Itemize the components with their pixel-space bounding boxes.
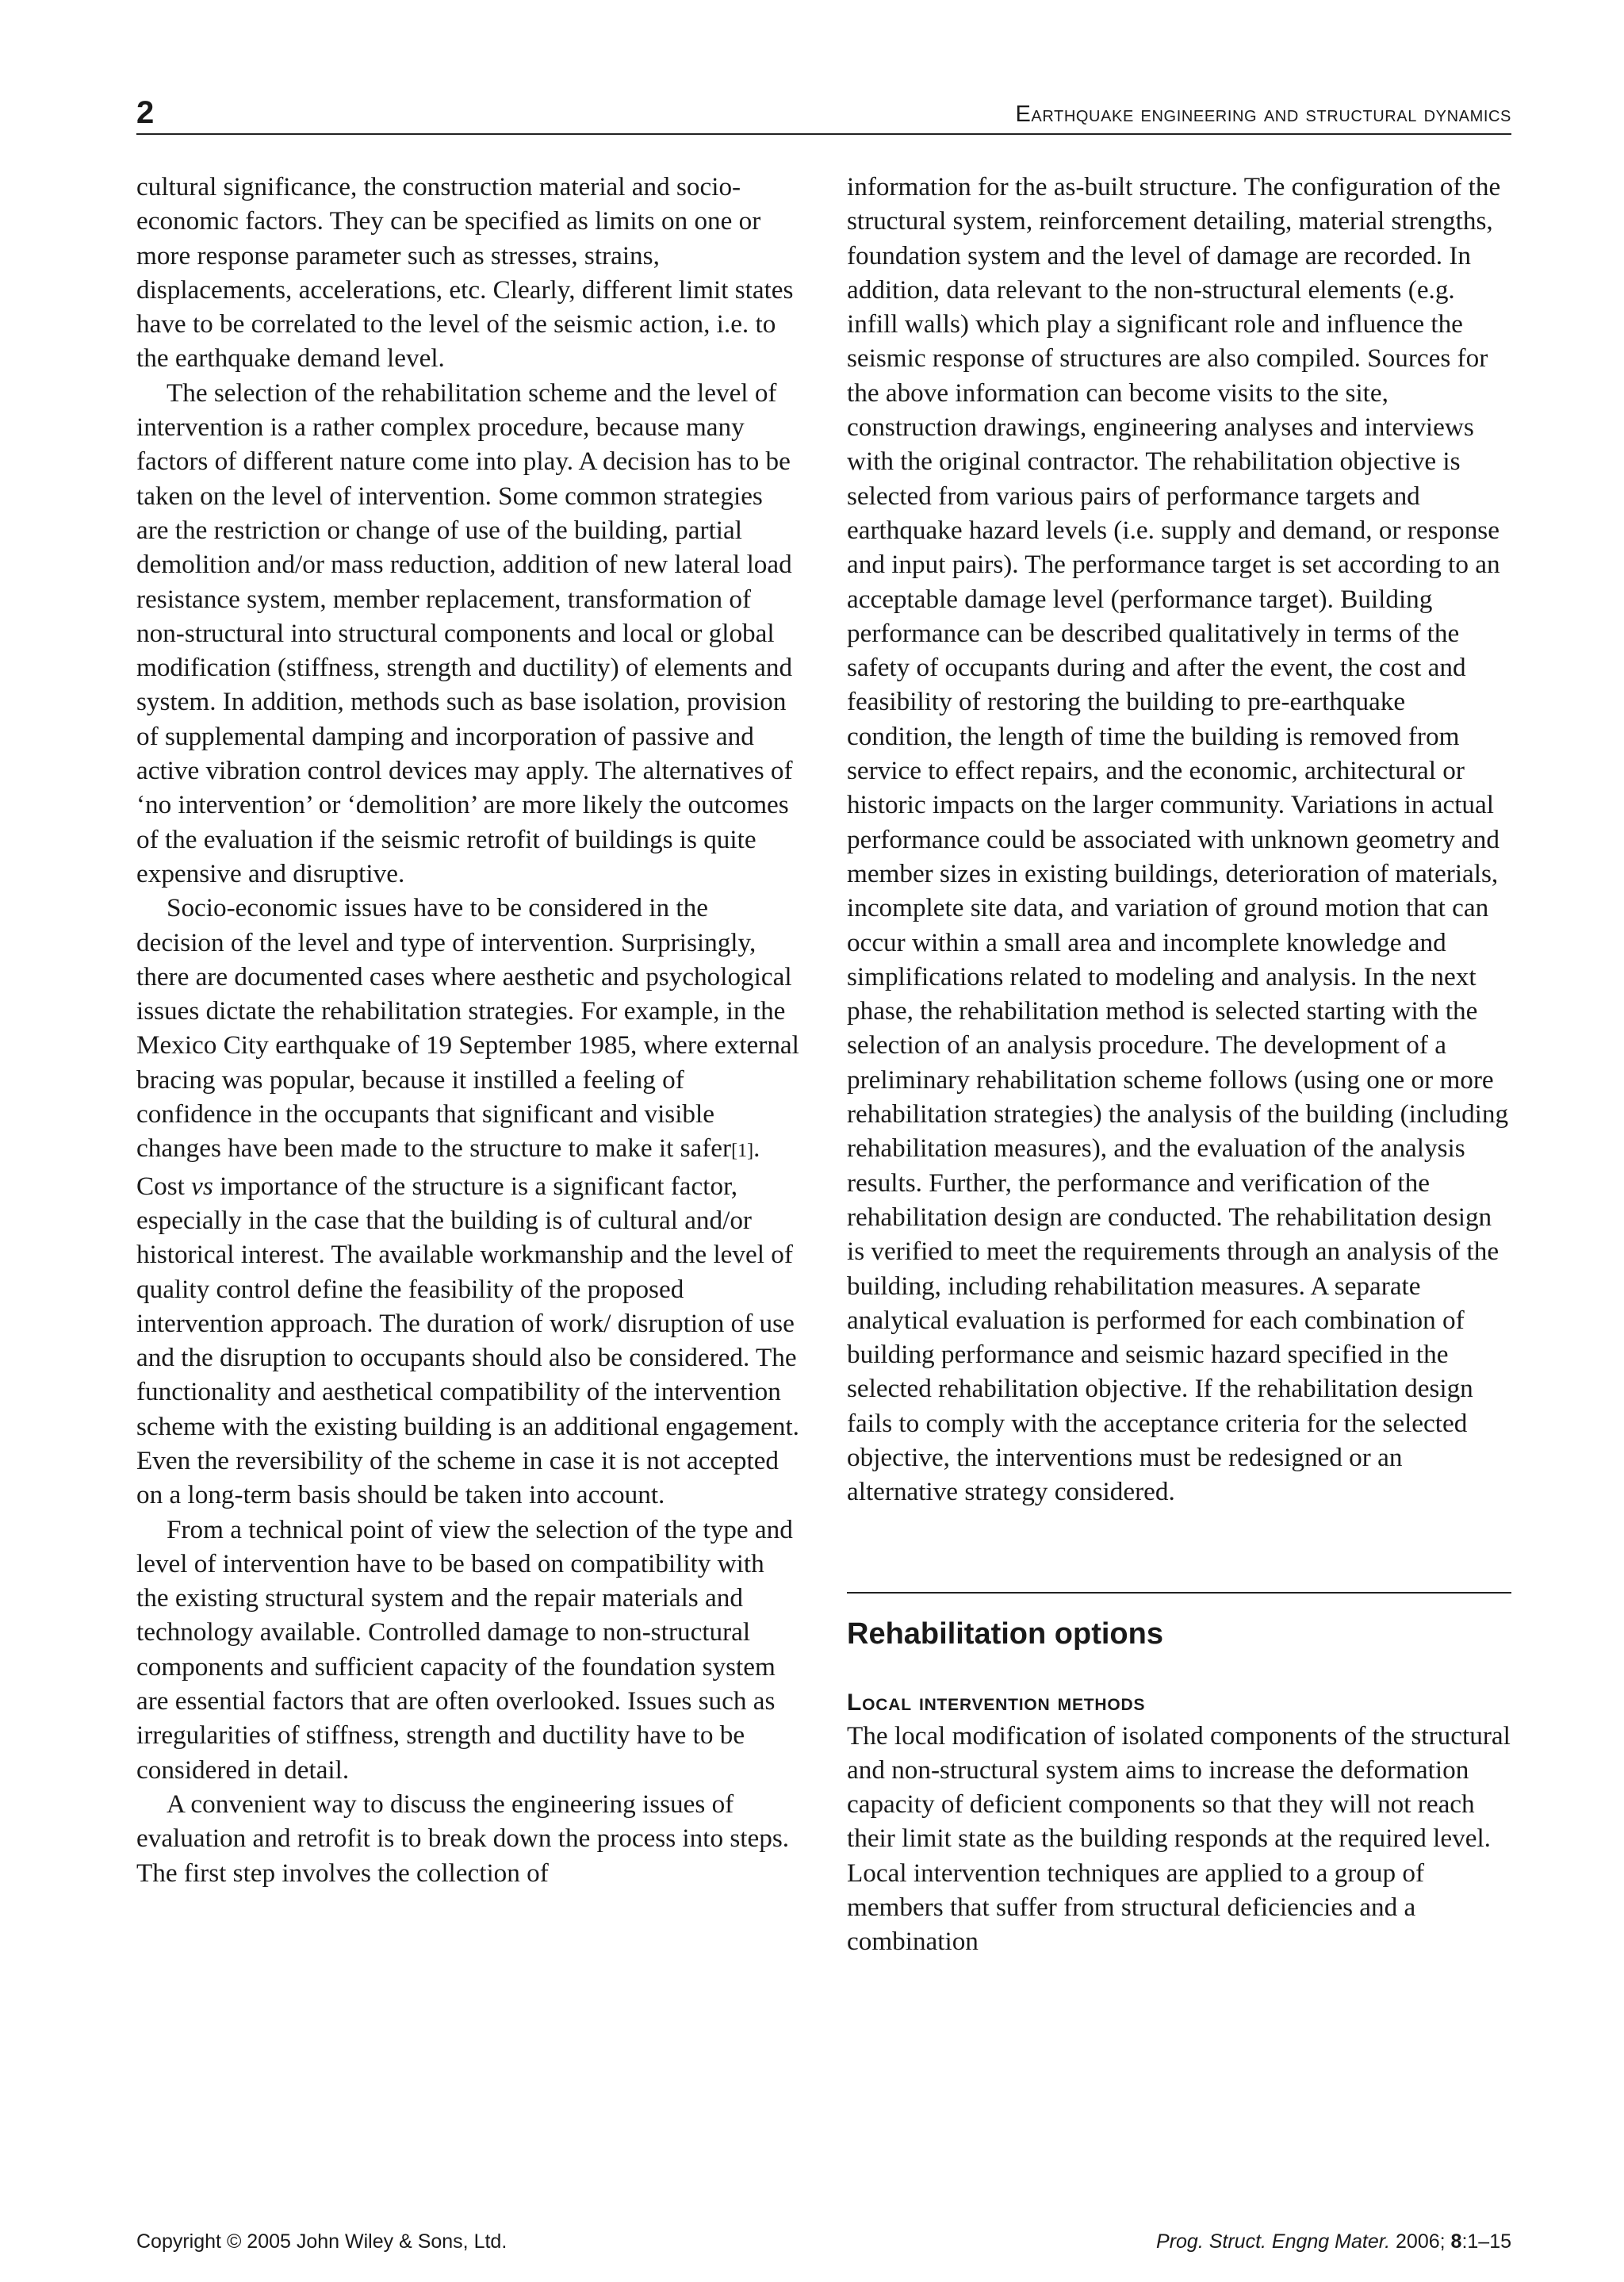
left-column — [136, 170, 801, 1890]
footer-copyright: Copyright © 2005 John Wiley & Sons, Ltd. — [136, 2230, 508, 2253]
paragraph: A convenient way to discuss the engineering issues of evaluation and retrofit is to break down the process into steps. The first step involves the collection of — [136, 1789, 790, 1888]
paragraph: The local modification of isolated components of the structural and non-structural system aims to increase the deformation capacity of deficient components so that they will not reach their limit state as the building responds at the required level. Local intervention techniques are applied to a group of members that suffer from structural deficiencies and a combination — [847, 1720, 1511, 1957]
text-run: importance of the structure is a significant factor, especially in the case that the building is of cultural and/or historical interest. The available workmanship and the level of quality control define the feasibility of the proposed intervention approach. The duration of work/ disruption of use and the disruption to occupants should also be considered. The functionality and aesthetical compatibility of the intervention scheme with the existing building is an additional engagement. Even the reversibility of the scheme in case it is not accepted on a long-term basis should be taken into account. — [136, 1171, 799, 1510]
paragraph: cultural significance, the construction material and socio-economic factors. They can be specified as limits on one or more response parameter such as stresses, strains, displacements, accelerations, etc. Clearly, different limit states have to be correlated to the level of the seismic action, i.e. to the earthquake demand level. — [136, 172, 794, 374]
header-rule — [136, 133, 1511, 135]
subsection-heading: Local intervention methods — [847, 1689, 1146, 1716]
paragraph: From a technical point of view the selection of the type and level of intervention have to be based on compatibility with the existing structural system and the repair materials and technology available. Controlled damage to non-structural components and sufficient capacity of the foundation system are essential factors that are often overlooked. Issues such as irregularities of stiffness, strength and ductility have to be considered in detail. — [136, 1514, 793, 1785]
section-heading: Rehabilitation options — [847, 1617, 1163, 1651]
paragraph — [136, 891, 801, 1512]
citation-journal: Prog. Struct. Engng Mater. — [1156, 2230, 1391, 2253]
running-header-journal: Earthquake engineering and structural dynamics — [1015, 102, 1511, 127]
text-run: Socio-economic issues have to be considered in the decision of the level and type of intervention. Surprisingly, there are documented cases where aesthetic and psychological issues dictate the rehabilitation strategies. For example, in the Mexico City earthquake of 19 September 1985, where external bracing was popular, because it instilled a feeling of confidence in the occupants that significant and visible changes have been made to the structure to make it safer — [136, 893, 799, 1164]
right-column — [847, 170, 1511, 1959]
section-block — [847, 1592, 1511, 1959]
paragraph: The selection of the rehabilitation scheme and the level of intervention is a rather complex procedure, because many factors of different nature come into play. A decision has to be taken on the level of intervention. Some common strategies are the restriction or change of use of the building, partial demolition and/or mass reduction, addition of new lateral load resistance system, member replacement, transformation of non-structural into structural components and local or global modification (stiffness, strength and ductility) of elements and system. In addition, methods such as base isolation, provision of supplemental damping and incorporation of passive and active vibration control devices may apply. The alternatives of ‘no intervention’ or ‘demolition’ are more likely the outcomes of the evaluation if the seismic retrofit of buildings is quite expensive and disruptive. — [136, 378, 793, 888]
text-run: . Cost — [136, 1133, 760, 1201]
citation-volume: 8 — [1450, 2230, 1462, 2253]
footer-citation — [1156, 2229, 1511, 2254]
citation-ref: [1] — [731, 1141, 754, 1162]
citation-pages: :1–15 — [1461, 2230, 1511, 2253]
page-number: 2 — [136, 95, 155, 130]
paragraph: information for the as-built structure. The configuration of the structural system, reinforcement detailing, material strengths, foundation system and the level of damage are recorded. In addition, data relevant to the non-structural elements (e.g. infill walls) which play a significant role and influence the seismic response of structures are also compiled. Sources for the above information can become visits to the site, construction drawings, engineering analyses and interviews with the original contractor. The rehabilitation objective is selected from various pairs of performance targets and earthquake hazard levels (i.e. supply and demand, or response and input pairs). The performance target is set according to an acceptable damage level (performance target). Building performance can be described qualitatively in terms of the safety of occupants during and after the event, the cost and feasibility of restoring the building to pre-earthquake condition, the length of time the building is removed from service to effect repairs, and the economic, architectural or historic impacts on the larger community. Variations in actual performance could be associated with unknown geometry and member sizes in existing buildings, deterioration of materials, incomplete site data, and variation of ground motion that can occur within a small area and incomplete knowledge and simplifications related to modeling and analysis. In the next phase, the rehabilitation method is selected starting with the selection of an analysis procedure. The development of a preliminary rehabilitation scheme follows (using one or more rehabilitation strategies) the analysis of the building (including rehabilitation measures), and the evaluation of the analysis results. Further, the performance and verification of the rehabilitation design are conducted. The rehabilitation design is verified to meet the requirements through an analysis of the building, including rehabilitation measures. A separate analytical evaluation is performed for each combination of building performance and seismic hazard specified in the selected rehabilitation objective. If the rehabilitation design fails to comply with the acceptance criteria for the selected objective, the interventions must be redesigned or an alternative strategy considered. — [847, 172, 1509, 1507]
citation-year: 2006; — [1390, 2230, 1451, 2253]
italic-vs: vs — [191, 1171, 213, 1201]
